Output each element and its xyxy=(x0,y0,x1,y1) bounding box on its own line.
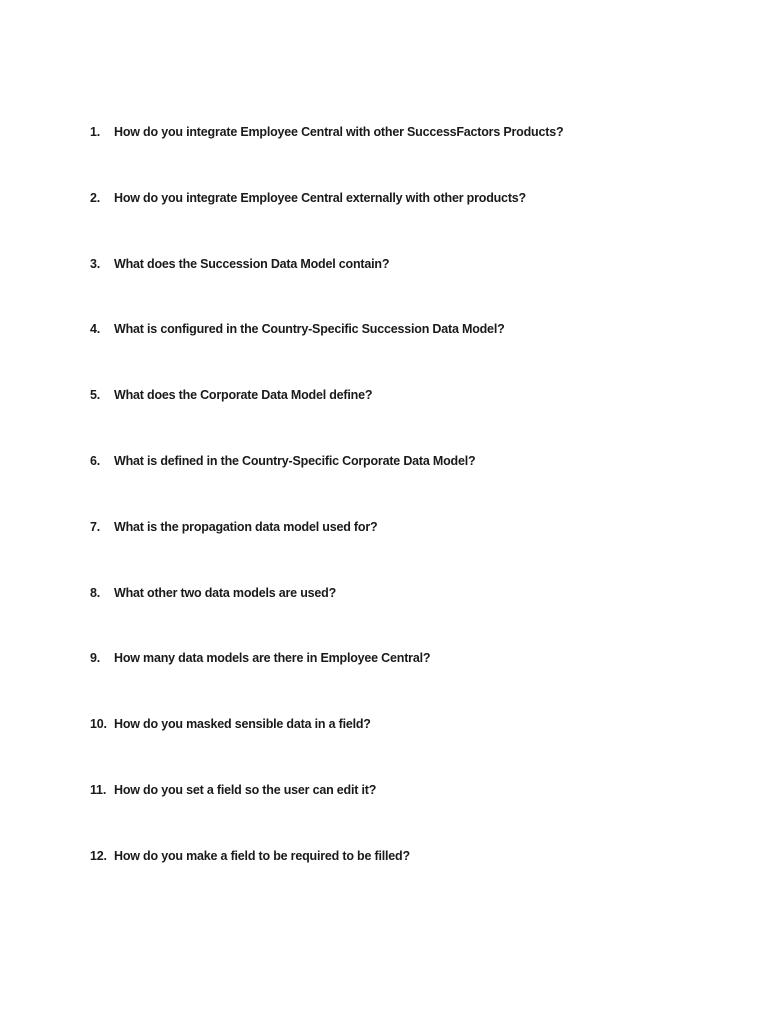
question-number: 11. xyxy=(90,782,107,797)
question-item xyxy=(90,125,730,191)
question-text: What other two data models are used? xyxy=(114,585,336,600)
question-item xyxy=(90,191,730,257)
question-number: 10. xyxy=(90,717,107,732)
question-item xyxy=(90,586,730,652)
question-text: What does the Succession Data Model contain? xyxy=(114,256,390,271)
question-item xyxy=(90,520,730,586)
question-number: 3. xyxy=(90,256,101,271)
question-text: How do you make a field to be required to be filled? xyxy=(114,848,410,863)
question-text: How many data models are there in Employee Central? xyxy=(114,651,431,666)
question-number: 7. xyxy=(90,519,101,534)
question-item xyxy=(90,322,730,388)
question-text: How do you integrate Employee Central with other SuccessFactors Products? xyxy=(114,125,564,139)
question-text: How do you masked sensible data in a field? xyxy=(114,717,371,732)
question-number: 6. xyxy=(90,453,101,468)
question-number: 5. xyxy=(90,388,101,403)
question-text: What is the propagation data model used for? xyxy=(114,519,378,534)
question-item xyxy=(90,849,730,915)
question-item xyxy=(90,717,730,783)
question-number: 8. xyxy=(90,585,101,600)
question-text: How do you integrate Employee Central externally with other products? xyxy=(114,190,526,205)
question-item xyxy=(90,783,730,849)
question-item xyxy=(90,257,730,323)
question-list xyxy=(90,125,730,915)
question-item xyxy=(90,388,730,454)
question-text: What is configured in the Country-Specific Succession Data Model? xyxy=(114,322,505,337)
question-number: 9. xyxy=(90,651,101,666)
question-number: 12. xyxy=(90,848,107,863)
question-text: What is defined in the Country-Specific Corporate Data Model? xyxy=(114,453,476,468)
question-number: 1. xyxy=(90,125,101,139)
question-number: 2. xyxy=(90,190,101,205)
question-item xyxy=(90,651,730,717)
question-text: How do you set a field so the user can edit it? xyxy=(114,782,377,797)
question-item xyxy=(90,454,730,520)
question-number: 4. xyxy=(90,322,101,337)
question-text: What does the Corporate Data Model define? xyxy=(114,388,373,403)
